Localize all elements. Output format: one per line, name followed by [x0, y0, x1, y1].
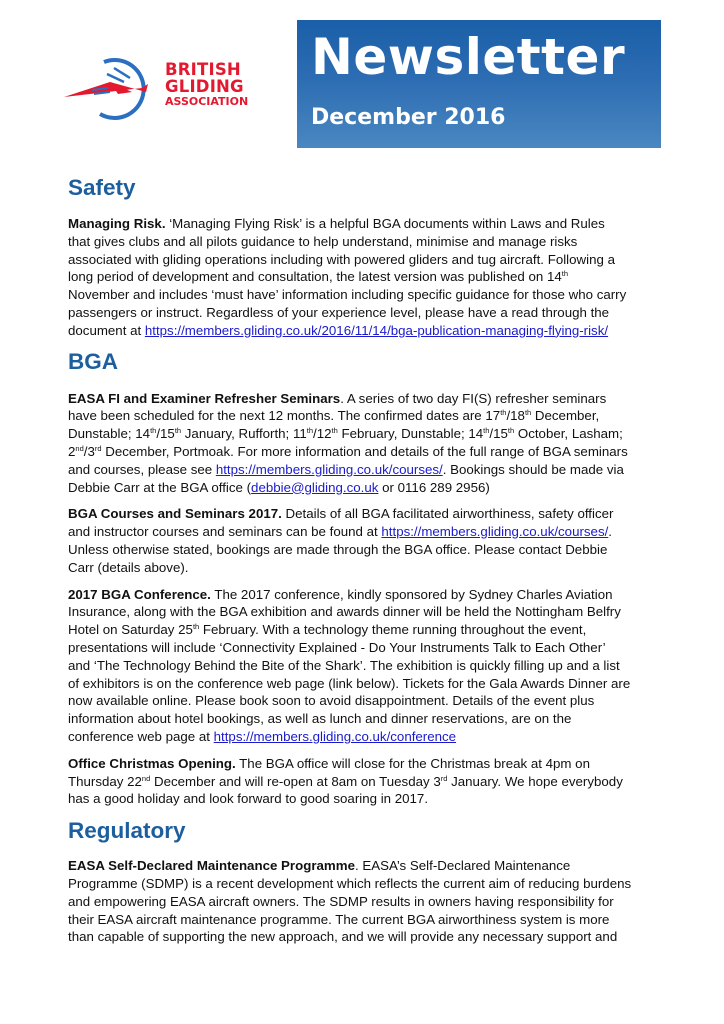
text: Details of all BGA facilitated airworthiness, safety officer — [281, 506, 614, 522]
text: /18 — [506, 408, 525, 424]
text: has a good holiday and look forward to good soaring in 2017. — [68, 791, 429, 807]
text: February, Dunstable; 14 — [337, 426, 484, 442]
text: or 0116 289 2956) — [378, 479, 490, 495]
text: . Bookings should be made via — [442, 461, 624, 477]
text: and empowering EASA aircraft owners. The SDMP results in owners having responsibility for — [68, 893, 614, 909]
text: /15 — [156, 426, 175, 442]
text: . — [608, 524, 612, 540]
ordinal: th — [192, 622, 200, 632]
logo-line-association: ASSOCIATION — [165, 95, 249, 108]
text: Insurance, along with the BGA exhibition and awards dinner will be held the Nottingham Belfry — [68, 604, 621, 620]
text: February. With a technology theme running throughout the event, — [199, 622, 587, 638]
conference-link[interactable]: https://members.gliding.co.uk/conference — [213, 728, 457, 744]
text: /12 — [313, 426, 332, 442]
ordinal: th — [331, 426, 338, 436]
ordinal: rd — [440, 773, 448, 783]
article-title: Managing Risk. — [68, 216, 166, 231]
article-title: 2017 BGA Conference. — [68, 586, 211, 602]
text: presentations will include ‘Connectivity Explained - Do Your Instruments Talk to Each Other’ — [68, 639, 606, 655]
ordinal: th — [150, 426, 157, 436]
text: ‘Managing Flying Risk’ is a helpful BGA documents within Laws and Rules — [165, 216, 605, 231]
ordinal: th — [483, 426, 490, 436]
text: Dunstable; 14 — [68, 426, 151, 442]
article-title: BGA Courses and Seminars 2017. — [68, 506, 282, 522]
text: The BGA office will close for the Christmas break at 4pm on — [235, 755, 590, 771]
text: associated with gliding operations including with powered gliders and tug aircraft. Following a — [68, 251, 615, 267]
article-title: EASA FI and Examiner Refresher Seminars — [68, 390, 341, 406]
text: that gives clubs and all pilots guidance to help understand, minimise and manage risks — [68, 233, 578, 249]
text: passengers or instruct. Regardless of your experience level, please have a read through the — [68, 304, 610, 320]
courses-link[interactable]: https://members.gliding.co.uk/courses/ — [215, 461, 443, 477]
article-title: EASA Self-Declared Maintenance Programme — [68, 858, 355, 874]
ordinal: th — [306, 426, 314, 436]
ordinal: nd — [141, 773, 151, 783]
text: Programme (SDMP) is a recent development which reflects the current aim of reducing burdens — [68, 875, 632, 891]
ordinal: nd — [75, 443, 84, 453]
text: January, Rufforth; 11 — [181, 426, 307, 442]
text: January. We hope everybody — [447, 773, 623, 789]
text: of exhibitors is on the conference web page (link below). Tickets for the Gala Awards Dinner are — [68, 675, 631, 691]
article-title: Office Christmas Opening. — [68, 755, 236, 771]
section-heading-regulatory: Regulatory — [68, 818, 186, 844]
ordinal: th — [174, 426, 182, 436]
text: long period of development and consultation, the latest version was published on 14 — [68, 269, 562, 285]
text: December and will re-open at 8am on Tuesday 3 — [150, 773, 441, 789]
masthead-title: Newsletter — [311, 28, 626, 86]
text: conference web page at — [68, 728, 214, 744]
article-conference — [68, 586, 648, 746]
section-heading-bga: BGA — [68, 348, 118, 374]
ordinal: th — [524, 408, 532, 418]
ordinal: rd — [94, 443, 102, 453]
text: 2 — [68, 443, 76, 459]
text: Thursday 22 — [68, 773, 142, 789]
ordinal: th — [507, 426, 515, 436]
text: their EASA aircraft maintenance programme. The current BGA airworthiness system is more — [68, 911, 610, 927]
text: Carr (details above). — [68, 559, 189, 575]
courses-link[interactable]: https://members.gliding.co.uk/courses/ — [381, 524, 609, 540]
email-link[interactable]: debbie@gliding.co.uk — [251, 479, 379, 495]
newsletter-masthead — [297, 20, 661, 148]
text: December, Portmoak. For more information and details of the full range of BGA seminars — [101, 443, 628, 459]
text: information about hotel bookings, as well as lunch and dinner reservations, are on the — [68, 711, 572, 727]
text: have been scheduled for the next 12 months. The confirmed dates are 17 — [68, 408, 501, 424]
logo-wordmark — [165, 62, 248, 107]
text: now available online. Please book soon to avoid disappointment. Details of the event plus — [68, 693, 595, 709]
ordinal: th — [561, 269, 569, 279]
logo-line-gliding: GLIDING — [165, 76, 244, 96]
text: November and includes ‘must have’ information including specific guidance for those who carry — [68, 287, 627, 303]
text: . EASA’s Self-Declared Maintenance — [354, 858, 571, 874]
logo-line-british: BRITISH — [165, 60, 241, 79]
text: December, — [531, 408, 600, 424]
text: document at — [68, 322, 145, 338]
masthead-issue-date: December 2016 — [311, 105, 506, 130]
bga-logo — [62, 52, 292, 122]
text: The 2017 conference, kindly sponsored by Sydney Charles Aviation — [210, 586, 613, 602]
article-courses-seminars — [68, 505, 648, 576]
text: October, Lasham; — [514, 426, 623, 442]
managing-flying-risk-link[interactable]: https://members.gliding.co.uk/2016/11/14/bga-publication-managing-flying-risk/ — [144, 322, 609, 338]
text: than capable of supporting the new approach, and we will provide any necessary support and — [68, 929, 618, 945]
section-heading-safety: Safety — [68, 175, 136, 200]
text: /3 — [83, 443, 95, 459]
text: Hotel on Saturday 25 — [68, 622, 193, 638]
text: Debbie Carr at the BGA office ( — [68, 479, 252, 495]
article-sdmp — [68, 857, 648, 946]
ordinal: th — [500, 408, 507, 418]
article-refresher-seminars — [68, 390, 648, 497]
article-managing-risk — [68, 215, 648, 340]
text: and instructor courses and seminars can be found at — [68, 524, 382, 540]
text: Unless otherwise stated, bookings are made through the BGA office. Please contact Debbie — [68, 541, 608, 557]
text: and courses, please see — [68, 461, 216, 477]
glider-emblem-icon — [62, 52, 162, 122]
article-christmas-opening — [68, 755, 648, 808]
newsletter-body — [68, 174, 648, 946]
text: /15 — [489, 426, 508, 442]
text: and ‘The Technology Behind the Bite of the Shark’. The exhibition is quickly filling up and a list — [68, 657, 620, 673]
text: . A series of two day FI(S) refresher seminars — [340, 390, 607, 406]
